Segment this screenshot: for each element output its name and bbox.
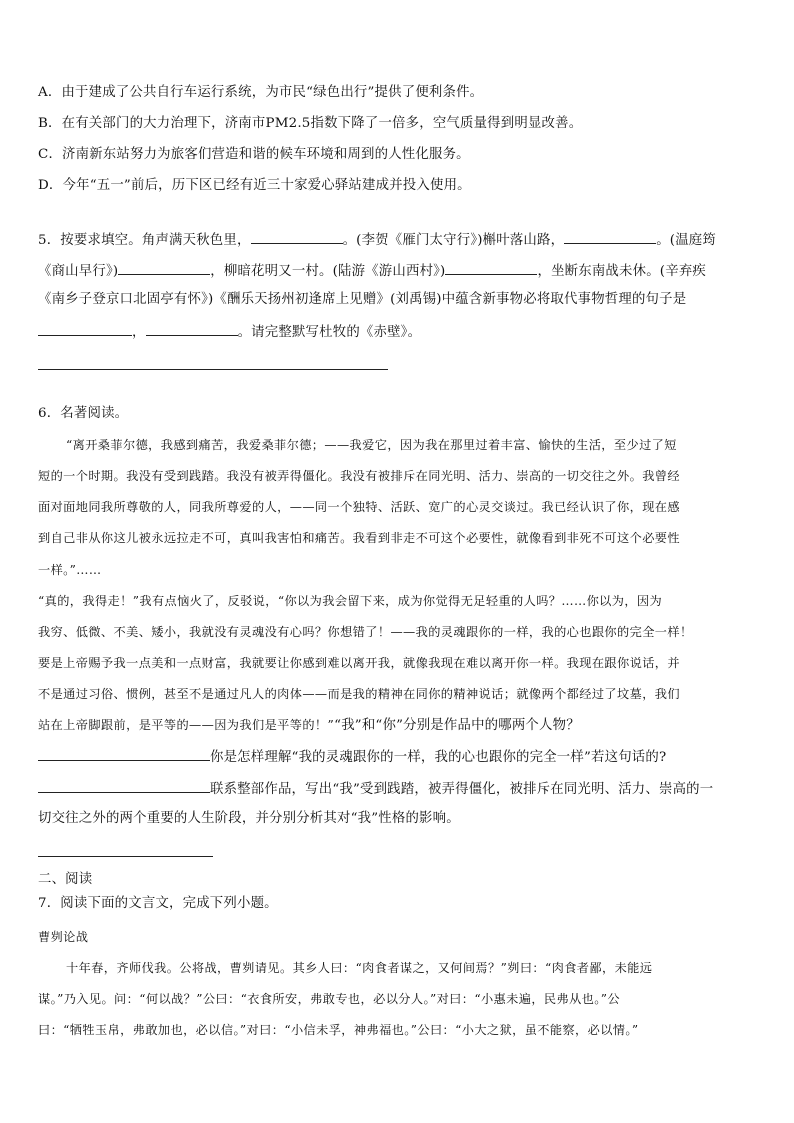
q6-passage-line: 我穷、低微、不美、矮小，我就没有灵魂没有心吗？你想错了！——我的灵魂跟你的一样，我的心也跟你的完全一样！: [38, 625, 693, 639]
q6-passage-line: 不是通过习俗、惯例，甚至不是通过凡人的肉体——而是我的精神在同你的精神说话；就像两个都经过了坟墓，我们: [38, 687, 680, 701]
fill-blank[interactable]: [38, 321, 132, 336]
q6-passage-line: 面对面地同我所尊敬的人，同我所尊爱的人，——同一个独特、活跃、宽广的心灵交谈过。我已经认识了你，现在感: [38, 500, 680, 514]
option-a: A．由于建成了公共自行车运行系统，为市民“绿色出行”提供了便利条件。: [38, 85, 484, 100]
fill-blank[interactable]: [146, 321, 238, 336]
q5-text: 《商山早行》): [38, 264, 119, 279]
q6-sub-text: 联系整部作品，写出“我”受到践踏，被弄得僵化，被排斥在同光明、活力、崇高的一: [210, 782, 714, 797]
q5-text: ，: [132, 325, 146, 340]
q7-title: 7．阅读下面的文言文，完成下列小题。: [38, 896, 278, 911]
q5-text: 5．按要求填空。角声满天秋色里，: [38, 233, 251, 248]
section-heading: 二、阅读: [38, 872, 93, 887]
q7-passage-line: 十年春，齐师伐我。公将战，曹刿请见。其乡人曰：“肉食者谋之，又何间焉？”刿曰：“肉食者鄙，未能远: [66, 961, 653, 975]
fill-blank[interactable]: [118, 260, 210, 275]
q5-line-4: [38, 321, 421, 343]
q6-passage-line: 短的一个时期。我没有受到践踏。我没有被弄得僵化。我没有被排斥在同光明、活力、崇高的一切交往之外。我曾经: [38, 469, 680, 483]
q6-passage-line: 一样。”……: [38, 563, 102, 577]
q5-text: ，柳暗花明又一村。(陆游《游山西村》): [210, 264, 446, 279]
fill-blank[interactable]: [564, 229, 656, 244]
q6-passage-line: [38, 715, 580, 736]
q7-passage-line: 曰：“牺牲玉帛，弗敢加也，必以信。”对曰：“小信未孚，神弗福也。”公曰：“小大之狱，虽不能察，必以情。”: [38, 1023, 639, 1037]
fill-blank[interactable]: [445, 260, 537, 275]
option-d: D．今年“五一”前后，历下区已经有近三十家爱心驿站建成并投入使用。: [38, 178, 471, 193]
q6-passage-line: “离开桑菲尔德，我感到痛苦，我爱桑菲尔德；——我爱它，因为我在那里过着丰富、愉快的生活，至少过了短: [66, 438, 677, 452]
q6-sub-text: 你是怎样理解“我的灵魂跟你的一样，我的心也跟你的完全一样”若这句话的?: [210, 750, 667, 765]
answer-blank[interactable]: [38, 778, 210, 793]
q7-passage-line: 谋。”乃入见。问：“何以战？”公曰：“衣食所安，弗敢专也，必以分人。”对曰：“小惠未遍，民弗从也。”公: [38, 992, 620, 1006]
option-b: B．在有关部门的大力治理下，济南市PM2.5指数下降了一倍多，空气质量得到明显改善。: [38, 116, 583, 131]
q6-passage-end: 站在上帝脚跟前，是平等的——因为我们是平等的！”: [38, 718, 335, 732]
answer-line[interactable]: [38, 369, 388, 370]
answer-blank[interactable]: [38, 746, 210, 761]
q6-sub-question-3-cont: 切交往之外的两个重要的人生阶段，并分别分析其对“我”性格的影响。: [38, 811, 460, 826]
q5-text: 。(李贺《雁门太守行》)槲叶落山路，: [342, 233, 565, 248]
fill-blank[interactable]: [251, 229, 343, 244]
passage-title: 曹刿论战: [38, 930, 89, 944]
q6-passage-line: “真的，我得走！”我有点恼火了，反驳说，“你以为我会留下来，成为你觉得无足轻重的人吗？……你以为，因为: [38, 594, 663, 608]
q6-sub-question-3: [38, 778, 713, 800]
q6-title: 6．名著阅读。: [38, 406, 129, 421]
q5-line-2: [38, 260, 706, 282]
q6-passage-line: 到自己非从你这儿被永远拉走不可，真叫我害怕和痛苦。我看到非走不可这个必要性，就像看到非死不可这个必要性: [38, 531, 680, 545]
q5-text: ，坐断东南战未休。(辛弃疾: [537, 264, 706, 279]
q6-sub-question-2: [38, 746, 666, 768]
q5-line-3: 《南乡子登京口北固亭有怀》)《酬乐天扬州初逢席上见赠》(刘禹锡)中蕴含新事物必将取代事物哲理的句子是: [38, 292, 687, 307]
answer-line[interactable]: [38, 856, 213, 857]
q6-sub-question-1: “我”和“你”分别是作品中的哪两个人物？: [334, 718, 580, 733]
q5-text: 。(温庭筠: [656, 233, 716, 248]
option-c: C．济南新东站努力为旅客们营造和谐的候车环境和周到的人性化服务。: [38, 147, 470, 162]
q5-line-1: [38, 229, 716, 251]
q6-passage-line: 要是上帝赐予我一点美和一点财富，我就要让你感到难以离开我，就像我现在难以离开你一样。我现在跟你说话，并: [38, 656, 680, 670]
q5-text: 。请完整默写杜牧的《赤壁》。: [237, 325, 422, 340]
